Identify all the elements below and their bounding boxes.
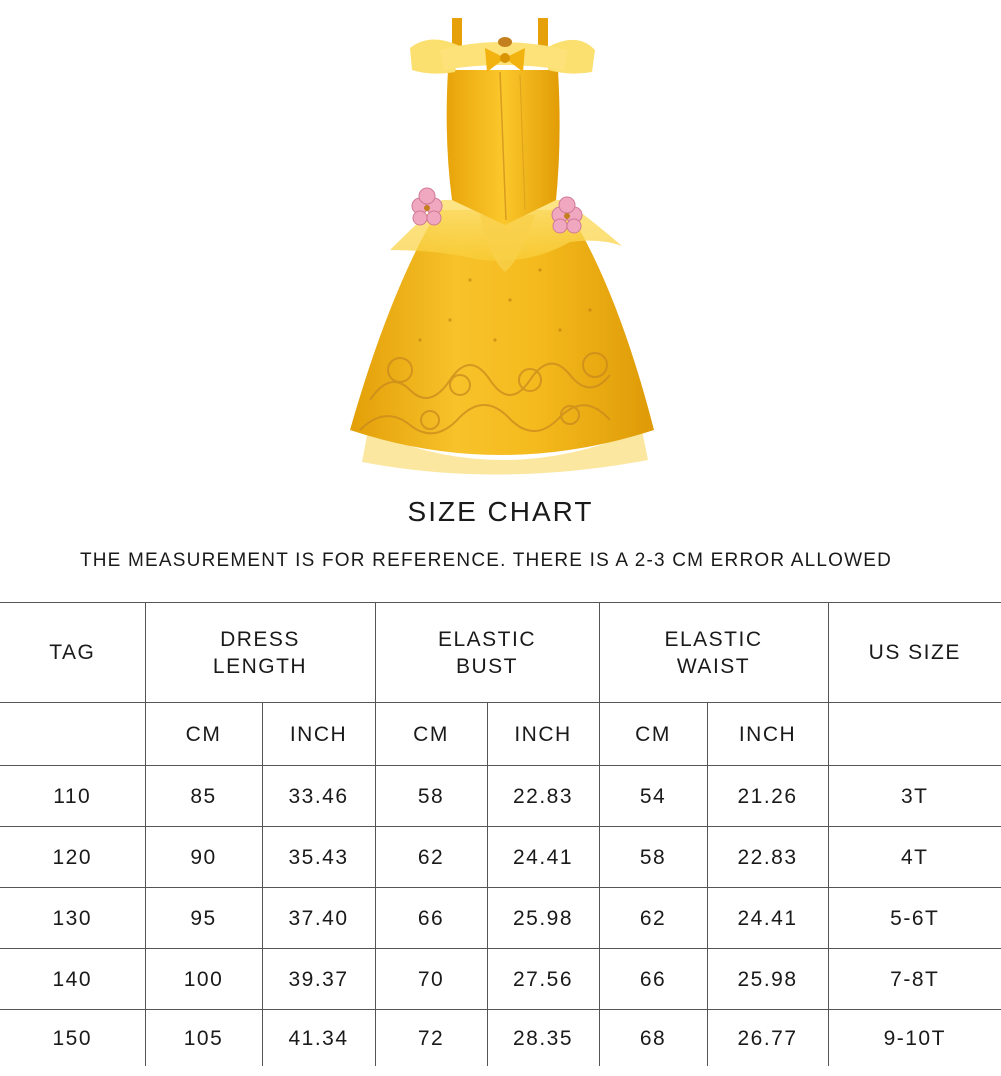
header-elastic-bust-label: ELASTIC BUST — [437, 627, 537, 678]
cell-us-size: 5-6T — [828, 888, 1001, 949]
cell-bust-cm: 58 — [375, 766, 487, 827]
cell-length-inch: 35.43 — [262, 827, 375, 888]
header-elastic-waist — [599, 603, 828, 703]
header-dress-length — [145, 603, 375, 703]
unit-blank-us — [828, 703, 1001, 766]
cell-waist-inch: 26.77 — [707, 1010, 828, 1067]
cell-bust-cm: 66 — [375, 888, 487, 949]
cell-bust-cm: 62 — [375, 827, 487, 888]
cell-length-cm: 90 — [145, 827, 262, 888]
table-row — [0, 1010, 1001, 1067]
units-row — [0, 703, 1001, 766]
cell-tag: 140 — [0, 949, 145, 1010]
cell-length-inch: 37.40 — [262, 888, 375, 949]
cell-waist-inch: 24.41 — [707, 888, 828, 949]
unit-length-cm: CM — [145, 703, 262, 766]
cell-tag: 110 — [0, 766, 145, 827]
cell-waist-cm: 58 — [599, 827, 707, 888]
header-tag: TAG — [0, 603, 145, 703]
measurement-note: THE MEASUREMENT IS FOR REFERENCE. THERE IS A 2-3 CM ERROR ALLOWED — [79, 550, 893, 571]
header-row — [0, 603, 1001, 703]
header-elastic-bust — [375, 603, 599, 703]
cell-waist-inch: 21.26 — [707, 766, 828, 827]
table-row — [0, 766, 1001, 827]
cell-length-inch: 39.37 — [262, 949, 375, 1010]
cell-waist-inch: 22.83 — [707, 827, 828, 888]
cell-waist-cm: 62 — [599, 888, 707, 949]
cell-tag: 150 — [0, 1010, 145, 1067]
cell-bust-cm: 72 — [375, 1010, 487, 1067]
unit-bust-inch: INCH — [487, 703, 599, 766]
size-chart-title: SIZE CHART — [407, 496, 594, 527]
cell-bust-inch: 28.35 — [487, 1010, 599, 1067]
header-dress-length-label: DRESS LENGTH — [212, 627, 308, 678]
cell-length-cm: 105 — [145, 1010, 262, 1067]
unit-blank-tag — [0, 703, 145, 766]
header-us-size: US SIZE — [828, 603, 1001, 703]
unit-length-inch: INCH — [262, 703, 375, 766]
cell-us-size: 3T — [828, 766, 1001, 827]
dress-product-image — [330, 10, 670, 488]
cell-waist-cm: 66 — [599, 949, 707, 1010]
cell-us-size: 4T — [828, 827, 1001, 888]
cell-bust-cm: 70 — [375, 949, 487, 1010]
cell-us-size: 7-8T — [828, 949, 1001, 1010]
unit-bust-cm: CM — [375, 703, 487, 766]
cell-waist-cm: 68 — [599, 1010, 707, 1067]
cell-us-size: 9-10T — [828, 1010, 1001, 1067]
cell-bust-inch: 22.83 — [487, 766, 599, 827]
cell-tag: 120 — [0, 827, 145, 888]
table-row — [0, 888, 1001, 949]
cell-length-cm: 85 — [145, 766, 262, 827]
cell-bust-inch: 25.98 — [487, 888, 599, 949]
cell-length-inch: 33.46 — [262, 766, 375, 827]
unit-waist-cm: CM — [599, 703, 707, 766]
header-elastic-waist-label: ELASTIC WAIST — [664, 627, 763, 678]
unit-waist-inch: INCH — [707, 703, 828, 766]
cell-length-cm: 100 — [145, 949, 262, 1010]
cell-bust-inch: 24.41 — [487, 827, 599, 888]
table-row — [0, 949, 1001, 1010]
cell-length-cm: 95 — [145, 888, 262, 949]
cell-waist-cm: 54 — [599, 766, 707, 827]
cell-bust-inch: 27.56 — [487, 949, 599, 1010]
size-chart-table — [0, 602, 1001, 1066]
cell-length-inch: 41.34 — [262, 1010, 375, 1067]
table-row — [0, 827, 1001, 888]
cell-waist-inch: 25.98 — [707, 949, 828, 1010]
cell-tag: 130 — [0, 888, 145, 949]
